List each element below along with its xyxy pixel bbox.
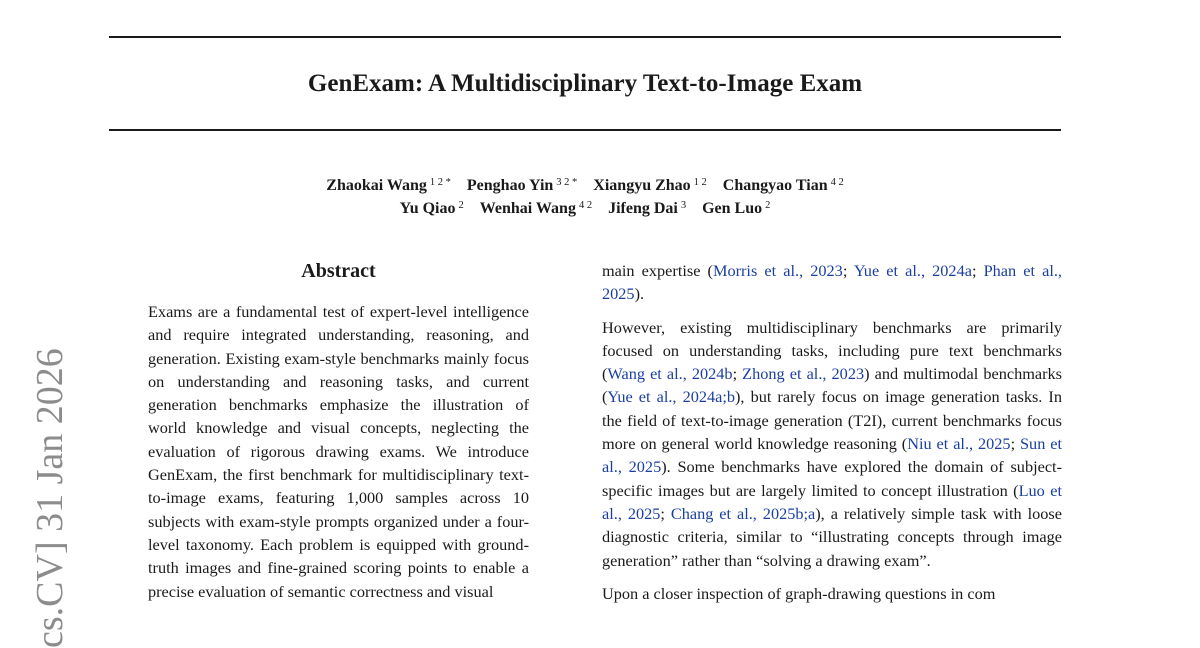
abstract-heading: Abstract: [301, 260, 376, 282]
author: Yu Qiao $^2$: [399, 200, 464, 217]
citation-link[interactable]: Chang et al., 2025b;a: [670, 503, 816, 523]
citation-link[interactable]: Yue et al., 2024a: [853, 261, 972, 280]
author-list: [109, 174, 1061, 220]
author: Changyao Tian $^{4 2}$: [722, 177, 844, 194]
citation-link[interactable]: Zhong et al., 2023: [742, 364, 865, 384]
citation-link[interactable]: Yue et al., 2024a;b: [607, 387, 736, 407]
citation-link[interactable]: Niu et al., 2025: [907, 434, 1011, 454]
citation-link[interactable]: Morris et al., 2023: [712, 261, 843, 280]
paper-title: GenExam: A Multidisciplinary Text-to-Image Exam: [307, 70, 863, 97]
abstract-text: Exams are a fundamental test of expert-level intelligence and require integrated understanding, reasoning, and generation. Existing exam-style benchmarks mainly focus on understanding and reasoning tasks, and current generation benchmarks emphasize the illustration of world knowledge and visual concepts, neglecting the evaluation of rigorous drawing exams. We introduce GenExam, the first benchmark for multidisciplinary text-to-image exams, featuring 1,000 samples across 10 subjects with exam-style prompts organized under a four-level taxonomy. Each problem is equipped with ground-truth images and fine-grained scoring points to enable a precise evaluation of semantic correctness and visual: [148, 302, 529, 601]
citation-link[interactable]: Phan et al., 2025: [602, 261, 1062, 304]
author: Gen Luo $^2$: [702, 200, 771, 217]
title-bottom-rule: [109, 129, 1061, 131]
author: Penghao Yin $^{3 2 *}$: [466, 177, 578, 194]
title-top-rule: [109, 36, 1061, 38]
intro-paragraph: Upon a closer inspection of graph-drawing questions in com: [602, 583, 996, 603]
intro-paragraph: However, existing multidisciplinary benchmarks are primarily focused on understanding tasks, including pure text benchmarks (Wang et al., 2024b; Zhong et al., 2023) and multimodal benchmarks (Yue et al., 2024a;b), but rarely focus on image generation tasks. In the field of text-to-image generation (T2I), current benchmarks focus more on general world knowledge reasoning (Niu et al., 2025; Sun et al., 2025). Some benchmarks have explored the domain of subject-specific images but are largely limited to concept illustration (Luo et al., 2025; Chang et al., 2025b;a), a relatively simple task with loose diagnostic criteria, similar to “illustrating concepts through image generation” rather than “solving a drawing exam”.: [602, 317, 1063, 570]
intro-paragraph: main expertise (Morris et al., 2023; Yue et al., 2024a; Phan et al., 2025).: [602, 261, 1062, 304]
author: Jifeng Dai $^3$: [608, 200, 687, 217]
introduction-column: [602, 259, 1062, 615]
citation-link[interactable]: Sun et al., 2025: [602, 434, 1062, 477]
author: Xiangyu Zhao $^{1 2}$: [593, 177, 707, 194]
author: Wenhai Wang $^{4 2}$: [479, 200, 593, 217]
author: Zhaokai Wang $^{1 2 *}$: [326, 177, 451, 194]
citation-link[interactable]: Wang et al., 2024b: [607, 364, 733, 384]
arxiv-stamp: cs.CV] 31 Jan 2026: [29, 348, 71, 648]
citation-link[interactable]: Luo et al., 2025: [602, 480, 1062, 523]
